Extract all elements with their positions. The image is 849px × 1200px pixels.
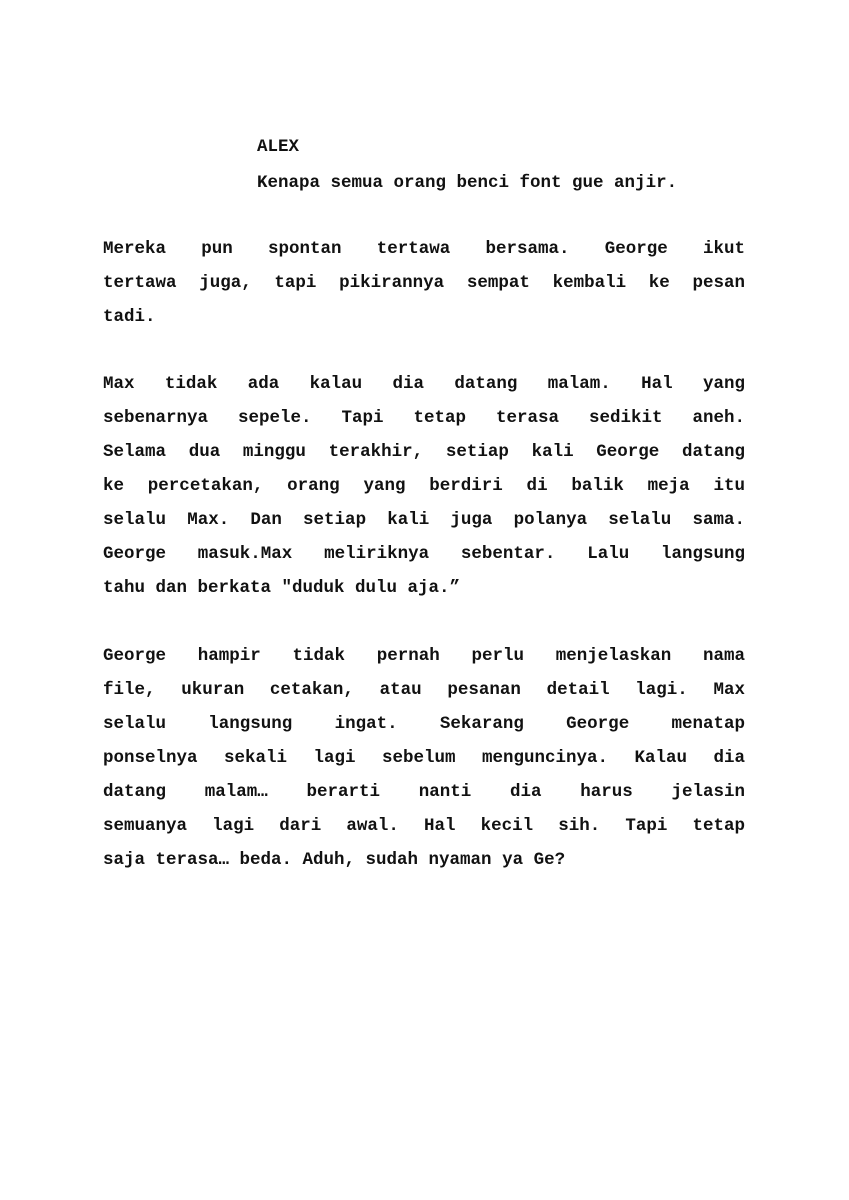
paragraph-line: Mereka pun spontan tertawa bersama. George ikut: [103, 239, 745, 259]
paragraph-line: tadi.: [103, 307, 156, 327]
action-paragraph: [103, 639, 745, 877]
dialogue-line: Kenapa semua orang benci font gue anjir.: [257, 173, 678, 193]
paragraph-line: George masuk.Max meliriknya sebentar. Lalu langsung: [103, 544, 745, 564]
character-name: ALEX: [257, 137, 300, 157]
paragraph-line: semuanya lagi dari awal. Hal kecil sih. Tapi tetap: [103, 816, 745, 836]
paragraph-line: datang malam… berarti nanti dia harus jelasin: [103, 782, 745, 802]
paragraph-line: sebenarnya sepele. Tapi tetap terasa sedikit aneh.: [103, 408, 745, 428]
paragraph-line: George hampir tidak pernah perlu menjelaskan nama: [103, 646, 745, 666]
paragraph-line: ponselnya sekali lagi sebelum menguncinya. Kalau dia: [103, 748, 745, 768]
paragraph-line: saja terasa… beda. Aduh, sudah nyaman ya Ge?: [103, 850, 566, 870]
paragraph-line: file, ukuran cetakan, atau pesanan detail lagi. Max: [103, 680, 745, 700]
paragraph-line: selalu Max. Dan setiap kali juga polanya selalu sama.: [103, 510, 745, 530]
action-paragraph: [103, 232, 745, 334]
paragraph-line: tertawa juga, tapi pikirannya sempat kembali ke pesan: [103, 273, 745, 293]
paragraph-line: ke percetakan, orang yang berdiri di balik meja itu: [103, 476, 745, 496]
action-paragraph: [103, 367, 745, 605]
paragraph-line: tahu dan berkata "duduk dulu aja.”: [103, 578, 461, 598]
paragraph-line: selalu langsung ingat. Sekarang George menatap: [103, 714, 745, 734]
paragraph-line: Max tidak ada kalau dia datang malam. Hal yang: [103, 374, 745, 394]
paragraph-line: Selama dua minggu terakhir, setiap kali George datang: [103, 442, 745, 462]
